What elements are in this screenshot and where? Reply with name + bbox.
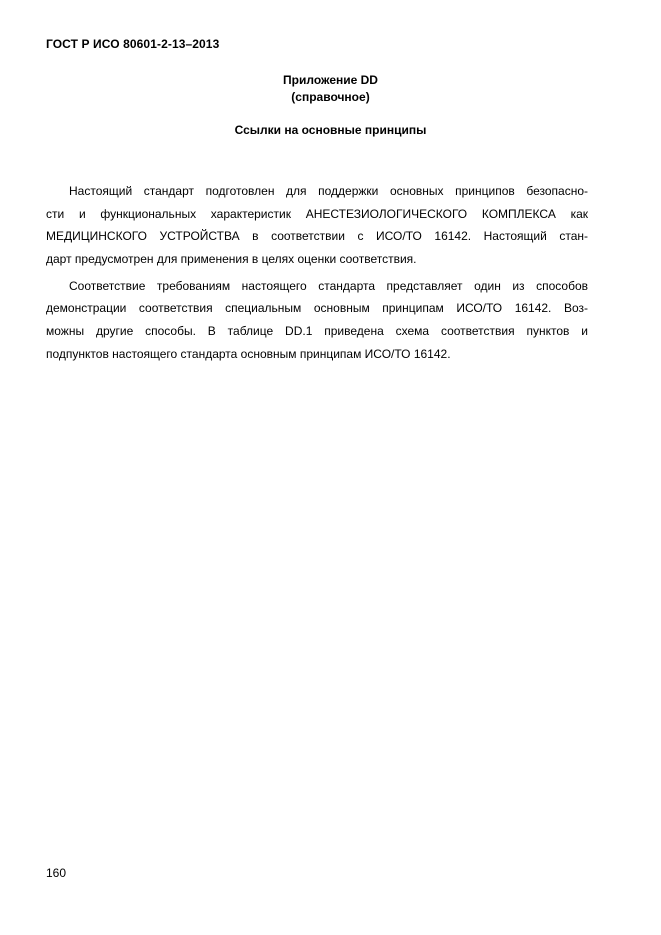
appendix-title: Приложение DD bbox=[283, 73, 378, 87]
paragraph-line: демонстрации соответствия специальным основным принципам ИСО/ТО 16142. Воз- bbox=[46, 301, 588, 316]
paragraph-line: можны другие способы. В таблице DD.1 приведена схема соответствия пунктов и bbox=[46, 324, 588, 339]
paragraph-line: сти и функциональных характеристик АНЕСТЕЗИОЛОГИЧЕСКОГО КОМПЛЕКСА как bbox=[46, 206, 588, 221]
document-code-header: ГОСТ Р ИСО 80601-2-13–2013 bbox=[46, 37, 220, 51]
paragraph-line: МЕДИЦИНСКОГО УСТРОЙСТВА в соответствии с ИСО/ТО 16142. Настоящий стан- bbox=[46, 229, 588, 244]
paragraph-1 bbox=[46, 180, 588, 271]
appendix-subtitle: (справочное) bbox=[291, 90, 370, 104]
paragraph-line: Соответствие требованиям настоящего стандарта представляет один из способов bbox=[69, 278, 588, 293]
body-text bbox=[46, 180, 588, 370]
paragraph-line: подпунктов настоящего стандарта основным принципам ИСО/ТО 16142. bbox=[46, 346, 451, 361]
paragraph-line: дарт предусмотрен для применения в целях оценки соответствия. bbox=[46, 252, 417, 267]
section-heading: Ссылки на основные принципы bbox=[234, 123, 427, 137]
paragraph-line: Настоящий стандарт подготовлен для поддержки основных принципов безопасно- bbox=[69, 184, 588, 198]
page-number: 160 bbox=[46, 866, 67, 880]
paragraph-2 bbox=[46, 275, 588, 366]
